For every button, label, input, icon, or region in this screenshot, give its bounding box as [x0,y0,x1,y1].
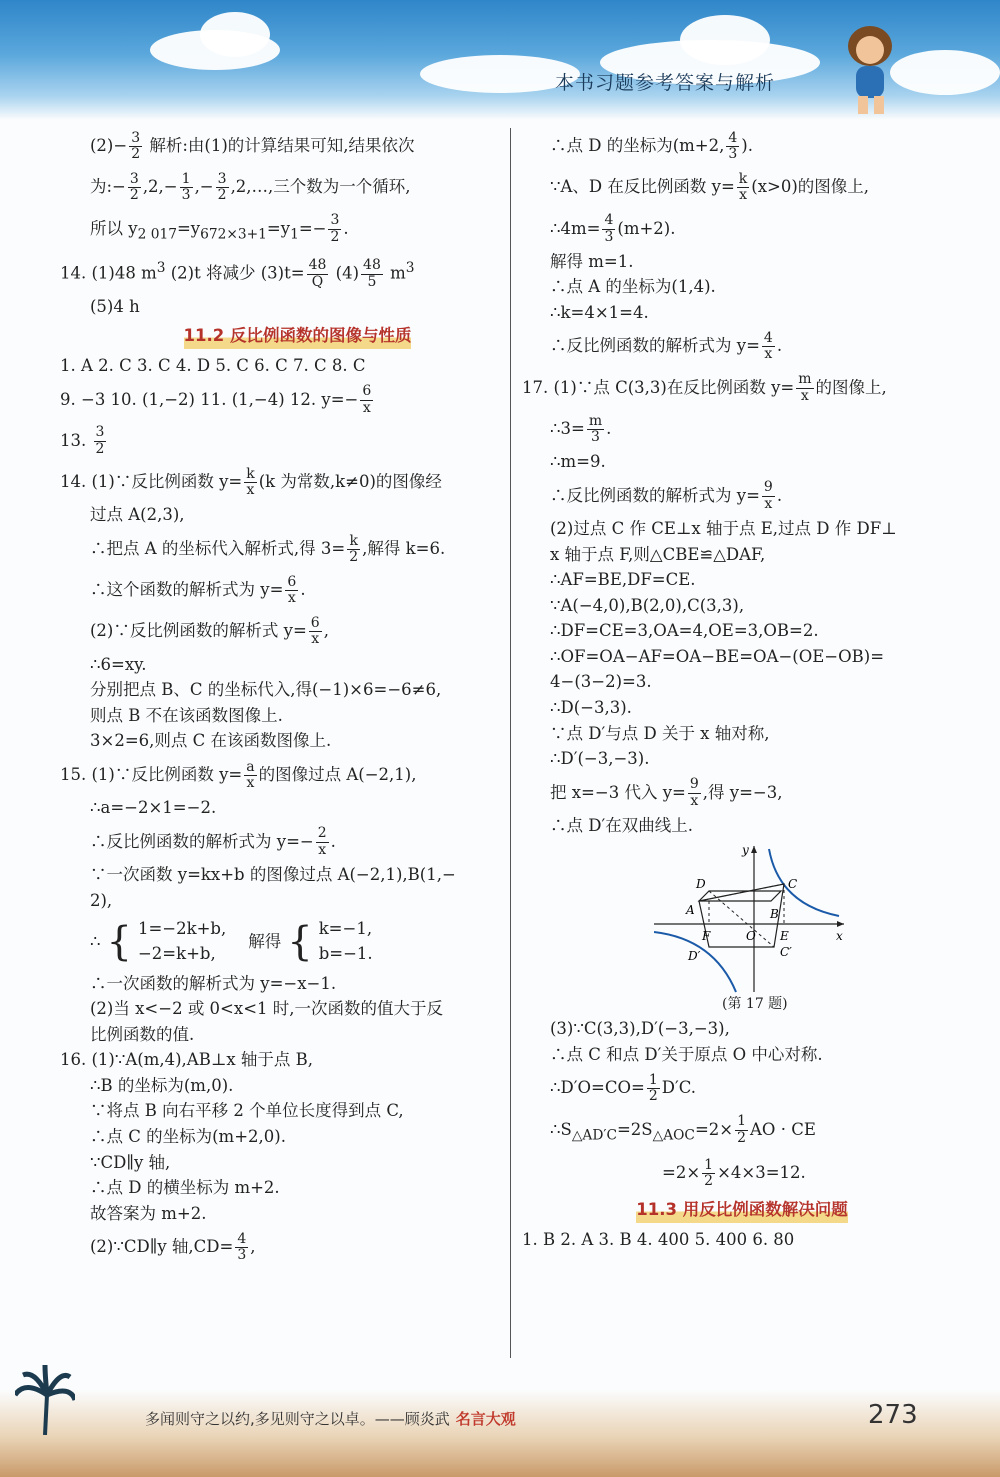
answer-line: (2)∵反比例函数的解析式 y= $\frac{6}{x}$ , [90,615,329,648]
footer-banner [0,1390,1000,1477]
point-label: D [696,877,706,892]
answer-line: ∴D′O=CO= $\frac{1}{2}$ D′C. [550,1071,696,1105]
section-heading: 11.2 反比例函数的图像与性质 [184,323,412,349]
answer-line: ∴把点 A 的坐标代入解析式,得 3= $\frac{k}{2}$ ,解得 k=6. [90,532,446,565]
point-label: D′ [688,949,701,964]
answer-line: (2)当 x<−2 或 0<x<1 时,一次函数的值大于反 [90,999,444,1019]
answer-line: ∴6=xy. [90,654,147,674]
point-label: E [780,929,789,944]
answer-line: ∴AF=BE,DF=CE. [550,570,696,590]
answer-line: ∴OF=OA−AF=OA−BE=OA−(OE−OB)= [550,646,885,666]
answer-line: 故答案为 m+2. [90,1203,207,1223]
answer-line: ∵A(−4,0),B(2,0),C(3,3), [550,595,745,615]
answer-line: ∴反比例函数的解析式为 y= $\frac{9}{x}$ . [550,479,783,512]
answer-line: 分别把点 B、C 的坐标代入,得(−1)×6=−6≠6, [90,680,442,700]
axis-label: x [836,929,843,944]
answer-line: 所以 $y_{2 017}=y_{672\times 3+1}=y_1=-$ $\frac{3}{2}$ . [90,212,349,245]
answer-line: ∴反比例函数的解析式为 y= $\frac{4}{x}$ . [550,330,783,363]
answer-line: ∴点 A 的坐标为(1,4). [550,277,716,297]
answer-line: ∴m=9. [550,452,606,472]
answer-line: ∵一次函数 y=kx+b 的图像过点 A(−2,1),B(1,− [90,864,456,884]
answer-line: 3×2=6,则点 C 在该函数图像上. [90,731,332,751]
answer-line: 解得 m=1. [550,251,634,271]
answer-line: (5)4 h [90,296,140,316]
answer-line: 15. (1)∵反比例函数 y= $\frac{a}{x}$ 的图像过点 A(−2,1), [60,758,417,791]
answer-line: 为:− $\frac{3}{2}$ ,2,− $\frac{1}{3}$ ,− $\frac{3}{2}$ ,2,…,三个数为一个循环, [90,170,411,204]
answer-line: ∴DF=CE=3,OA=4,OE=3,OB=2. [550,621,819,641]
point-label: C′ [780,945,792,960]
page-number: 273 [868,1400,918,1430]
answer-line: 则点 B 不在该函数图像上. [90,705,283,725]
answer-line: 1. B 2. A 3. B 4. 400 5. 400 6. 80 [522,1229,795,1249]
answer-line: (3)∵C(3,3),D′(−3,−3), [550,1019,730,1039]
answer-line: 过点 A(2,3), [90,505,185,525]
palm-tree-icon [15,1365,75,1435]
figure-17-diagram [654,844,854,994]
header-title: 本书习题参考答案与解析 [555,72,776,94]
answer-line: (2)− $\frac{3}{2}$ 解析:由(1)的计算结果可知,结果依次 [90,129,415,162]
answer-line: 把 x=−3 代入 y= $\frac{9}{x}$ ,得 y=−3, [550,776,783,809]
left-column [60,125,505,1267]
answer-line: ∴点 D′在双曲线上. [550,815,693,835]
point-label: F [702,929,711,944]
answer-line: 13. $\frac{3}{2}$ [60,424,105,457]
answer-line: 14. (1)∵反比例函数 y= $\frac{k}{x}$ (k 为常数,k≠0)的图像经 [60,465,442,499]
answer-line: ∴这个函数的解析式为 y= $\frac{6}{x}$ . [90,573,306,607]
answer-line: (2)过点 C 作 CE⊥x 轴于点 E,过点 D 作 DF⊥ [550,519,897,538]
answer-line: ∵点 D′与点 D 关于 x 轴对称, [550,723,770,743]
answer-line: ∴D(−3,3). [550,697,632,717]
point-label: O [746,929,756,944]
answer-line: =2× $\frac{1}{2}$ ×4×3=12. [662,1156,806,1190]
answer-line: (2)∵CD∥y 轴,CD= $\frac{4}{3}$ , [90,1230,256,1264]
figure-caption: (第 17 题) [722,996,788,1013]
answer-line: 14. (1)48 $m^3$ (2)t 将减少 (3)t= $\frac{48}{Q}$ (4) $\frac{48}{5}$ $m^3$ [60,257,415,290]
answer-line: x 轴于点 F,则△CBE≌△DAF, [550,544,766,564]
answer-line: ∵A、D 在反比例函数 y= $\frac{k}{x}$ (x>0)的图像上, [550,170,870,204]
point-label: A [686,903,695,918]
answer-line: 9. −3 10. (1,−2) 11. (1,−4) 12. y=− $\frac{6}{x}$ [60,383,372,416]
column-divider [510,128,511,1358]
axis-label: y [742,844,749,858]
point-label: B [770,907,779,922]
footer-motto: 多闻则守之以约,多见则守之以卓。——顾炎武 名言大观 [145,1410,516,1428]
answer-line: ∴4m= $\frac{4}{3}$ (m+2). [550,212,676,245]
equation-system: ∴ { 1=−2k+b, −2=k+b, 解得 { k=−1, b=−1. [90,918,373,965]
answer-line: 1. A 2. C 3. C 4. D 5. C 6. C 7. C 8. C [60,356,366,376]
answer-line: ∴点 C 和点 D′关于原点 O 中心对称. [550,1044,823,1064]
answer-line: ∴B 的坐标为(m,0). [90,1075,234,1095]
answer-line: ∴k=4×1=4. [550,302,649,322]
answer-line: ∴D′(−3,−3). [550,749,650,769]
point-label: C [788,877,798,892]
answer-line: ∵将点 B 向右平移 2 个单位长度得到点 C, [90,1101,404,1121]
answer-line: $\therefore S_{\triangle AD'C}=2S_{\triangle AOC}=2\times$ $\frac{1}{2}$ AO · CE [550,1113,816,1146]
answer-line: ∴一次函数的解析式为 y=−x−1. [90,973,337,993]
answer-line: ∵CD∥y 轴, [90,1152,171,1172]
answer-line: 16. (1)∵A(m,4),AB⊥x 轴于点 B, [60,1050,314,1070]
answer-line: ∴点 D 的坐标为(m+2, $\frac{4}{3}$ ). [550,129,753,162]
answer-line: ∴反比例函数的解析式为 y=− $\frac{2}{x}$ . [90,825,336,858]
answer-line: ∴a=−2×1=−2. [90,798,217,818]
answer-line: ∴3= $\frac{m}{3}$ . [550,412,612,445]
answer-line: 比例函数的值. [90,1024,195,1044]
answer-line: 17. (1)∵点 C(3,3)在反比例函数 y= $\frac{m}{x}$ 的图像上, [522,371,887,404]
mascot-illustration [830,18,910,118]
right-column [522,125,962,1253]
answer-line: ∴点 D 的横坐标为 m+2. [90,1178,280,1198]
answer-line: ∴点 C 的坐标为(m+2,0). [90,1126,286,1146]
answer-line: 2), [90,890,113,910]
answer-line: 4−(3−2)=3. [550,672,652,692]
section-heading: 11.3 用反比例函数解决问题 [636,1197,847,1223]
